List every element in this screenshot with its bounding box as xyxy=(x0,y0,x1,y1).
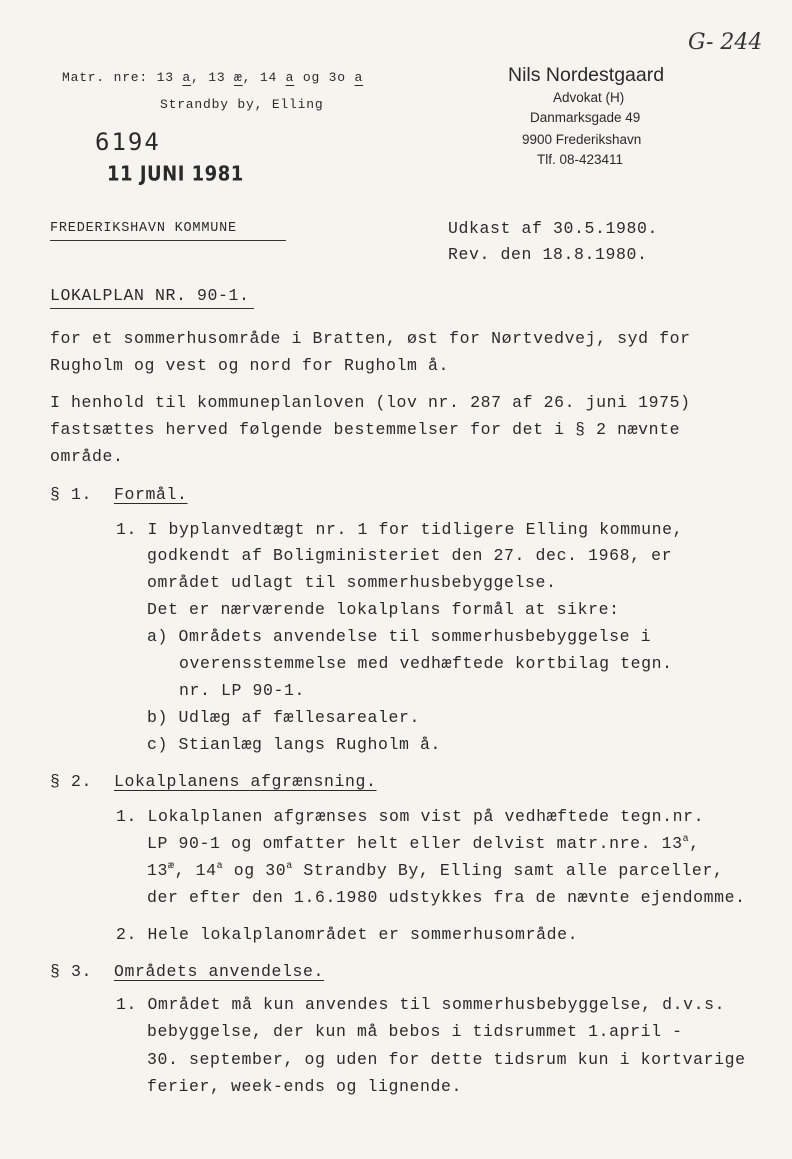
section-1-number: § 1. xyxy=(50,485,93,504)
legal-basis-line: I henhold til kommuneplanloven (lov nr. 287 af 26. juni 1975) xyxy=(50,393,691,412)
letterhead-title: Advokat (H) xyxy=(553,90,625,105)
section-2-text: 2. Hele lokalplanområdet er sommerhusområde. xyxy=(116,925,579,944)
section-1-text: området udlagt til sommerhusbebyggelse. xyxy=(147,573,557,592)
superscript: æ xyxy=(168,861,175,872)
section-1-item-a: a) Områdets anvendelse til sommerhusbebyggelse i xyxy=(147,627,652,646)
matr-text: , 13 xyxy=(191,70,235,85)
letterhead-name: Nils Nordestgaard xyxy=(508,64,665,86)
section-2-title: Lokalplanens afgrænsning. xyxy=(114,772,377,791)
section-3-number: § 3. xyxy=(50,962,93,981)
revision-date: Rev. den 18.8.1980. xyxy=(448,245,648,264)
section-2-text-part: og 30 xyxy=(223,861,287,880)
section-2-text-part: , 14 xyxy=(174,861,217,880)
section-1-item-b: b) Udlæg af fællesarealer. xyxy=(147,708,421,727)
letterhead-city: 9900 Frederikshavn xyxy=(522,132,642,147)
section-2-text: der efter den 1.6.1980 udstykkes fra de nævnte ejendomme. xyxy=(147,888,746,907)
section-2-text xyxy=(147,861,723,880)
stamp-journal-number: 6194 xyxy=(95,128,161,156)
section-2-text-part: Strandby By, Elling samt alle parceller, xyxy=(292,861,724,880)
draft-date: Udkast af 30.5.1980. xyxy=(448,219,659,238)
matr-letter: a xyxy=(285,70,295,85)
section-1-text: godkendt af Boligministeriet den 27. dec. 1968, er xyxy=(147,546,673,565)
section-3-text: ferier, week-ends og lignende. xyxy=(147,1077,463,1096)
handwritten-reference: G- 244 xyxy=(688,30,763,55)
matr-text: Matr. nre: 13 xyxy=(62,70,183,85)
legal-basis-line: fastsættes herved følgende bestemmelser for det i § 2 nævnte xyxy=(50,420,681,439)
section-1-item-c: c) Stianlæg langs Rugholm å. xyxy=(147,735,442,754)
matr-letter: a xyxy=(182,70,192,85)
section-1-item-a: nr. LP 90-1. xyxy=(179,681,306,700)
section-1-text: 1. I byplanvedtægt nr. 1 for tidligere Elling kommune, xyxy=(116,520,684,539)
superscript: a xyxy=(216,861,224,872)
section-2-text: 1. Lokalplanen afgrænses som vist på vedhæftede tegn.nr. xyxy=(116,807,705,826)
section-1-item-a: overensstemmelse med vedhæftede kortbilag tegn. xyxy=(179,654,673,673)
intro-line: Rugholm og vest og nord for Rugholm å. xyxy=(50,356,450,375)
matr-place: Strandby by, Elling xyxy=(160,97,324,112)
section-1-title: Formål. xyxy=(114,485,188,504)
letterhead-street: Danmarksgade 49 xyxy=(530,110,641,125)
section-3-text: 30. september, og uden for dette tidsrum kun i kortvarige xyxy=(147,1050,746,1069)
section-3-text: bebyggelse, der kun må bebos i tidsrummet 1.april - xyxy=(147,1022,683,1041)
matr-text: , 14 xyxy=(242,70,286,85)
superscript: a xyxy=(286,861,293,872)
municipality-heading: FREDERIKSHAVN KOMMUNE xyxy=(50,221,237,236)
matr-letter: æ xyxy=(234,70,243,85)
plan-title: LOKALPLAN NR. 90-1. xyxy=(50,286,250,305)
section-2-number: § 2. xyxy=(50,772,93,791)
section-3-title: Områdets anvendelse. xyxy=(114,962,325,981)
municipality-underline xyxy=(50,240,286,241)
section-2-text-part: LP 90-1 og omfatter helt eller delvist matr.nre. 13 xyxy=(147,834,683,853)
section-2-text xyxy=(147,834,700,853)
section-2-text-part: , xyxy=(689,834,700,853)
matr-numbers xyxy=(62,70,363,85)
matr-letter: a xyxy=(354,70,364,85)
superscript: a xyxy=(682,834,690,845)
letterhead-phone: Tlf. 08-423411 xyxy=(537,152,624,167)
section-2-text-part: 13 xyxy=(147,861,169,880)
section-1-text: Det er nærværende lokalplans formål at sikre: xyxy=(147,600,620,619)
section-3-text: 1. Området må kun anvendes til sommerhusbebyggelse, d.v.s. xyxy=(116,995,726,1014)
legal-basis-line: område. xyxy=(50,447,124,466)
matr-text: og 3o xyxy=(294,70,355,85)
intro-line: for et sommerhusområde i Bratten, øst for Nørtvedvej, syd for xyxy=(50,329,691,348)
plan-title-underline xyxy=(50,308,254,309)
stamp-received-date: 11 JUNI 1981 xyxy=(107,162,244,187)
